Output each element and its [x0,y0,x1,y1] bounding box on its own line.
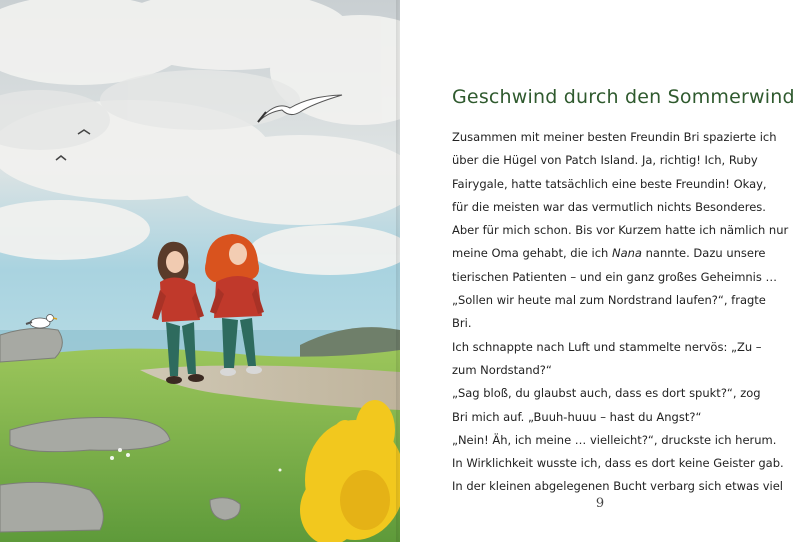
text-line: In Wirklichkeit wusste ich, dass es dort keine Geister gab. [452,456,784,471]
page-number: 9 [595,496,605,511]
chapter-title: Geschwind durch den Sommerwind [452,86,795,108]
text-line: Bri mich auf. „Buuh-huuu – hast du Angst?“ [452,409,702,424]
text-line: Ich schnappte nach Luft und stammelte nervös: „Zu – [452,339,762,354]
text-line: Bri. [452,316,472,331]
text-line: Fairygale, hatte tatsächlich eine beste Freundin! Okay, [452,176,767,191]
text-segment: meine Oma gehabt, die ich [452,246,612,261]
text-line: zum Nordstand?“ [452,362,552,377]
text-line: In der kleinen abgelegenen Bucht verbarg sich etwas viel [452,479,784,494]
text-line: für die meisten war das vermutlich nichts Besonderes. [452,199,766,214]
emphasized-name: Nana [611,246,642,261]
text-line: über die Hügel von Patch Island. Ja, richtig! Ich, Ruby [452,153,758,168]
text-line [452,242,792,265]
text-line: „Nein! Äh, ich meine … vielleicht?“, druckste ich herum. [452,432,777,447]
text-segment: nannte. Dazu unsere [641,246,766,261]
text-line: Zusammen mit meiner besten Freundin Bri spazierte ich [452,130,777,144]
text-line: „Sollen wir heute mal zum Nordstrand laufen?“, fragte [452,293,766,308]
text-line: „Sag bloß, du glaubst auch, dass es dort spukt?“, zog [452,386,761,401]
text-page [400,0,800,542]
body-text [452,126,792,499]
text-line: tierischen Patienten – und ein ganz großes Geheimnis … [452,269,778,284]
text-line: Aber für mich schon. Bis vor Kurzem hatte ich nämlich nur [452,223,789,238]
